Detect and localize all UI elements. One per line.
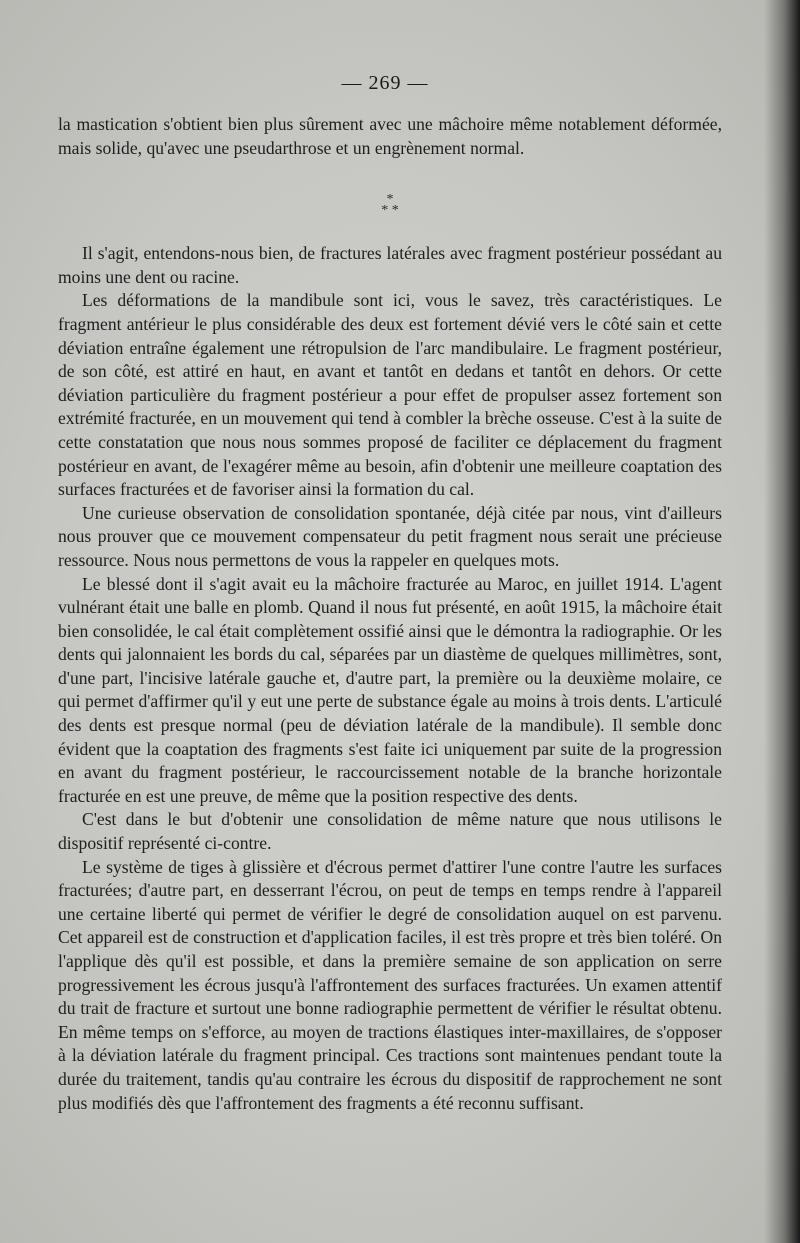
asterism-top: * — [386, 192, 394, 208]
section-asterism — [58, 192, 722, 219]
paragraph-continuation: la mastication s'obtient bien plus sûrement avec une mâchoire même notablement déformée, mais solide, qu'avec une pseudarthrose et un engrènement normal. — [58, 114, 722, 158]
paragraph-observation: Une curieuse observation de consolidation spontanée, déjà citée par nous, vint d'ailleurs nous prouver que ce mouvement compensateur du petit fragment nous serait une précieuse ressource. Nous nous permettons de vous la rappeler en quelques mots. — [58, 502, 722, 570]
paragraph-device-purpose: C'est dans le but d'obtenir une consolidation de même nature que nous utilisons le dispositif représenté ci-contre. — [58, 809, 722, 854]
paragraph-case-report: Le blessé dont il s'agit avait eu la mâchoire fracturée au Maroc, en juillet 1914. L'agent vulnérant était une balle en plomb. Quand il nous fut présenté, en août 1915, la mâchoire était bien consolidée, le cal était complètement ossifié ainsi que le démontra la radiographie. Or les dents qui jalonnaient les bords du cal, séparées par un diastème de quelques millimètres, sont, d'une part, l'incisive latérale gauche et, d'autre part, la première ou la deuxième molaire, ce qui permet d'affirmer qu'il y eut une perte de substance égale au moins à trois dents. L'articulé des dents est presque normal (peu de déviation latérale de la mandibule). Il semble donc évident que la coaptation des fragments s'est faite ici uniquement par suite de la progression en avant du fragment postérieur, le raccourcissement notable de la branche horizontale fracturée en est une preuve, de même que la position respective des dents. — [58, 573, 722, 806]
asterism-bottom: * * — [381, 203, 399, 219]
body-text — [58, 113, 722, 1115]
paragraph-deformations: Les déformations de la mandibule sont ici, vous le savez, très caractéristiques. Le fragment antérieur le plus considérable des deux est fortement dévié vers le côté sain et cette déviation entraîne également une rétropulsion de l'arc mandibulaire. Le fragment postérieur, de son côté, est attiré en haut, en avant et tantôt en dedans et tantôt en dehors. Or cette déviation particulière du fragment postérieur a pour effet de propulser assez fortement son extrémité fracturée, en un mouvement qui tend à combler la brèche osseuse. C'est à la suite de cette constatation que nous nous sommes proposé de faciliter ce déplacement du fragment postérieur en avant, de l'exagérer même au besoin, afin d'obtenir une meilleure coaptation des surfaces fracturées et de favoriser ainsi la formation du cal. — [58, 290, 722, 500]
page-number: — 269 — — [341, 72, 429, 94]
paragraph-device-description: Le système de tiges à glissière et d'écrous permet d'attirer l'une contre l'autre les surfaces fracturées; d'autre part, en desserrant l'écrou, on peut de temps en temps rendre à l'appareil une certaine liberté qui permet de vérifier le degré de consolidation auquel on est parvenu. Cet appareil est de construction et d'application faciles, il est très propre et très bien toléré. On l'applique dès qu'il est possible, et dans la première semaine de son application on serre progressivement les écrous jusqu'à l'affrontement des surfaces fracturées. Un examen attentif du trait de fracture et surtout une bonne radiographie permettent de vérifier le résultat obtenu. En même temps on s'efforce, au moyen de tractions élastiques inter-maxillaires, de s'opposer à la déviation latérale du fragment principal. Ces tractions sont maintenues pendant toute la durée du traitement, tandis qu'au contraire les écrous du dispositif de rapprochement ne sont plus modifiés dès que l'affrontement des fragments a été reconnu suffisant. — [58, 856, 722, 1113]
paragraph-fracture-type: Il s'agit, entendons-nous bien, de fractures latérales avec fragment postérieur possédant au moins une dent ou racine. — [58, 243, 722, 287]
scan-shadow-edge — [764, 0, 800, 1243]
